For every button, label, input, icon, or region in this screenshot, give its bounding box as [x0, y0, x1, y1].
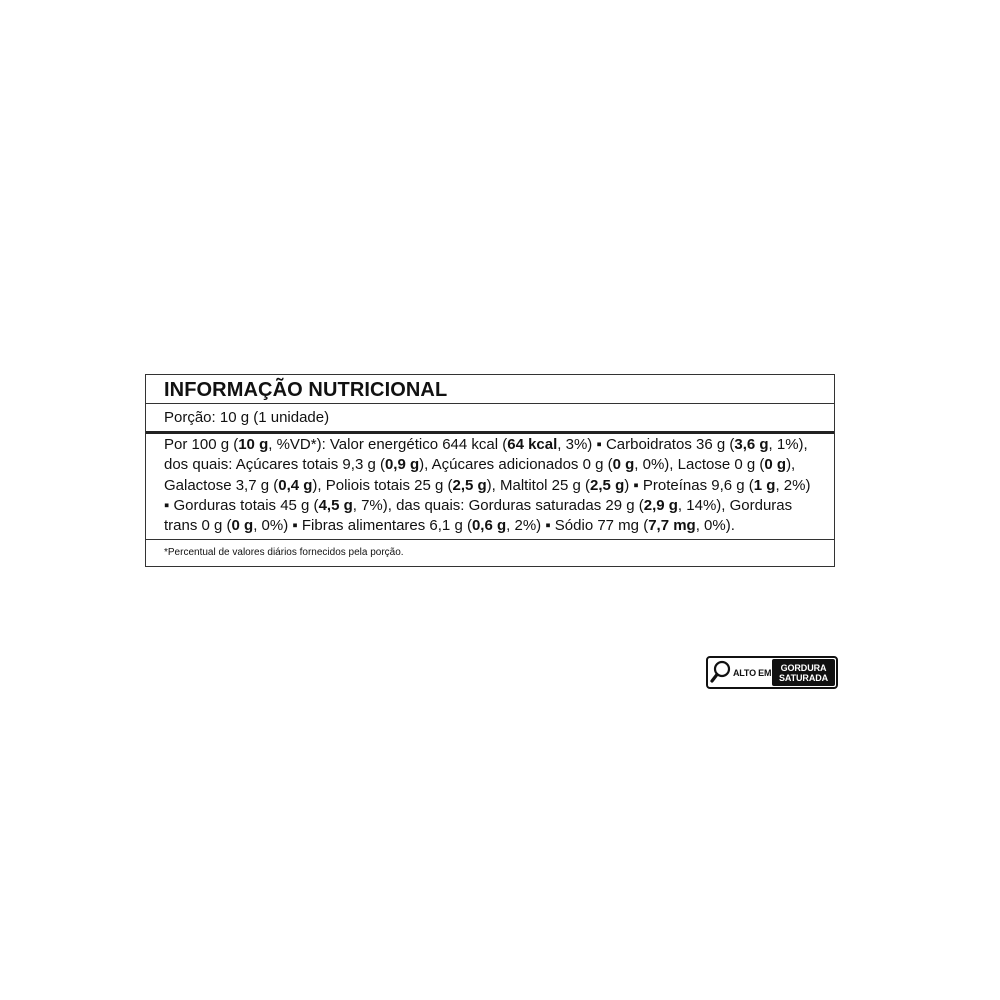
- seal-nutrient-line2: SATURADA: [778, 672, 829, 683]
- nutrient-portion-value: 2,5 g: [590, 476, 625, 494]
- nutrient-portion-value: 7,7 mg: [648, 517, 696, 535]
- magnifier-icon: [710, 659, 732, 686]
- nutrient-text: ), Açúcares adicionados 0 g (: [419, 456, 613, 474]
- nutrient-text: ), Galactose 3,7 g (: [164, 456, 796, 494]
- nutrient-text: , 1%), dos quais: Açúcares totais 9,3 g (: [164, 436, 808, 474]
- nutrient-portion-value: 10 g: [238, 436, 269, 453]
- seal-nutrient-line1: GORDURA: [780, 662, 827, 673]
- nutrient-portion-value: 64 kcal: [507, 436, 558, 453]
- nutrition-table-title: INFORMAÇÃO NUTRICIONAL: [164, 379, 448, 401]
- footnote-row: [146, 540, 834, 566]
- nutrient-text: , 7%), das quais: Gorduras saturadas 29 g (: [352, 496, 644, 514]
- nutrition-table: [145, 374, 835, 567]
- nutrient-portion-value: 0,4 g: [278, 476, 313, 494]
- portion-text: Porção: 10 g (1 unidade): [164, 409, 330, 426]
- nutrient-text: , 0%), Lactose 0 g (: [634, 456, 765, 474]
- nutrient-portion-value: 4,5 g: [318, 496, 353, 514]
- nutrient-text: , 0%) ▪ Fibras alimentares 6,1 g (: [253, 517, 472, 535]
- nutrient-portion-value: 2,5 g: [452, 476, 487, 494]
- nutrient-text: Por 100 g (: [164, 436, 239, 453]
- nutrition-table-header: [146, 375, 834, 404]
- nutrient-values-paragraph: [146, 434, 834, 540]
- nutrient-portion-value: 0,9 g: [384, 456, 420, 474]
- nutrient-portion-value: 3,6 g: [734, 436, 769, 453]
- nutrient-portion-value: 0 g: [764, 456, 787, 474]
- footnote-text: *Percentual de valores diários fornecidos pela porção.: [164, 547, 404, 559]
- portion-row: [146, 404, 834, 434]
- nutrient-text: , 2%) ▪ Sódio 77 mg (: [506, 517, 649, 535]
- seal-prefix: ALTO EM: [733, 667, 772, 678]
- nutrient-text: ), Maltitol 25 g (: [486, 476, 591, 494]
- nutrient-text: , 3%) ▪ Carboidratos 36 g (: [557, 436, 735, 453]
- nutrient-portion-value: 0,6 g: [471, 517, 507, 535]
- seal-nutrient-box: [772, 659, 835, 686]
- nutrient-text: ) ▪ Proteínas 9,6 g (: [624, 476, 754, 494]
- nutrient-portion-value: 2,9 g: [643, 496, 678, 514]
- high-saturated-fat-warning-seal: [706, 656, 838, 689]
- nutrient-portion-value: 1 g: [753, 476, 776, 494]
- nutrient-text: , 2%) ▪ Gorduras totais 45 g (: [164, 476, 811, 514]
- nutrient-text: ), Poliois totais 25 g (: [312, 476, 453, 494]
- nutrient-portion-value: 0 g: [231, 517, 254, 535]
- nutrient-text: , 14%), Gorduras trans 0 g (: [164, 496, 793, 535]
- nutrient-text: , %VD*): Valor energético 644 kcal (: [268, 436, 508, 453]
- nutrient-portion-value: 0 g: [612, 456, 635, 474]
- nutrient-text: , 0%).: [695, 517, 735, 535]
